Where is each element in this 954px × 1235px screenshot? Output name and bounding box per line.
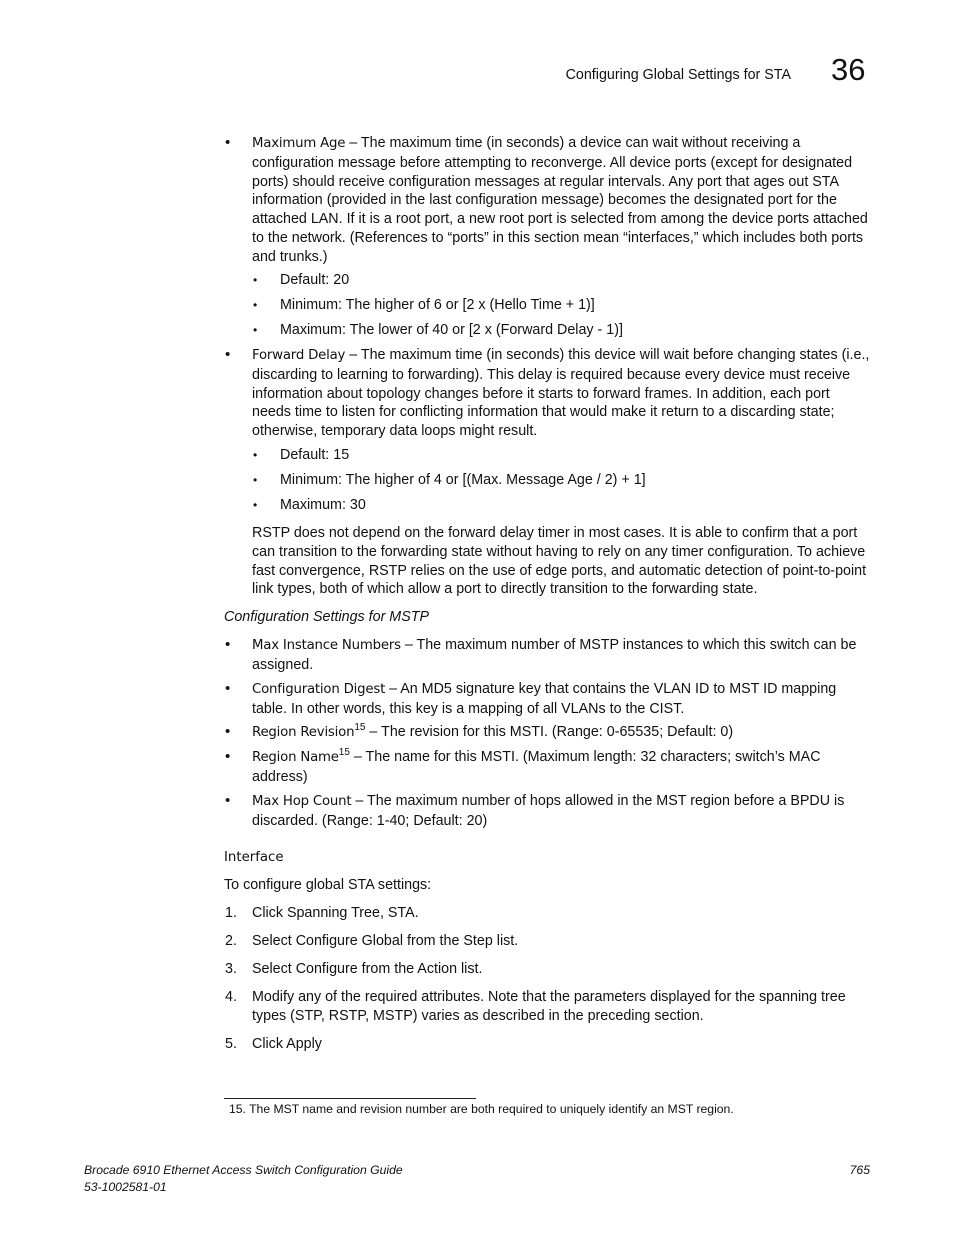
mstp-item-config-digest: • Configuration Digest – An MD5 signature key that contains the VLAN ID to MST ID mapping table. In other words, this key is a mapping of all VLANs to the CIST.	[225, 680, 837, 717]
bullet-icon: •	[253, 473, 258, 487]
rstp-note: RSTP does not depend on the forward delay timer in most cases. It is able to confirm that a port can transition to the forwarding state without having to rely on any timer configuration. To achieve fast convergence, RSTP relies on the use of edge ports, and automatic detection of point-to-point link types, both of which allow a port to directly transition to the forwarding state.	[252, 525, 867, 598]
step-5: 5. Click Apply	[225, 1036, 322, 1052]
max-age-description: – The maximum time (in seconds) a device can wait without receiving a configuration message before attempting to reconverge. All device ports (except for designated ports) should receive configuration messages at regular intervals. Any port that ages out STA information (provided in the last configuration message) becomes the designated port for the attached LAN. If it is a root port, a new root port is selected from among the device ports attached to the network. (References to “ports” in this section mean “interfaces,” which includes both ports and trunks.)	[252, 135, 868, 265]
max-age-bullet	[225, 134, 870, 267]
step-4: 4. Modify any of the required attributes. Note that the parameters displayed for the spanning tree types (STP, RSTP, MSTP) varies as described in the preceding section.	[225, 989, 846, 1024]
bullet-icon: •	[253, 498, 258, 512]
bullet-icon: •	[225, 723, 231, 740]
forward-delay-term: Forward Delay	[252, 348, 346, 363]
max-age-maximum: • Maximum: The lower of 40 or [2 x (Forward Delay - 1)]	[253, 322, 623, 338]
step-1: 1. Click Spanning Tree, STA.	[225, 905, 419, 921]
step-2: 2. Select Configure Global from the Step list.	[225, 933, 519, 949]
forward-delay-default: • Default: 15	[253, 447, 350, 463]
max-age-default: • Default: 20	[253, 272, 350, 288]
footer-page-number: 765	[849, 1163, 870, 1177]
footer-doc-title: Brocade 6910 Ethernet Access Switch Configuration Guide	[84, 1163, 403, 1177]
bullet-icon: •	[225, 680, 231, 697]
forward-delay-minimum: • Minimum: The higher of 4 or [(Max. Message Age / 2) + 1]	[253, 472, 646, 488]
mstp-item-region-revision: • Region Revision$^{15}$ – The revision for this MSTI. (Range: 0-65535; Default: 0)	[225, 722, 734, 740]
running-header-title: Configuring Global Settings for STA	[565, 67, 791, 83]
mstp-heading: Configuration Settings for MSTP	[224, 609, 430, 625]
mstp-item-max-hop: • Max Hop Count – The maximum number of hops allowed in the MST region before a BPDU is discarded. (Range: 1-40; Default: 20)	[225, 792, 845, 829]
chapter-number: 36	[831, 52, 866, 87]
bullet-icon: •	[225, 748, 231, 765]
max-age-minimum: • Minimum: The higher of 6 or [2 x (Hello Time + 1)]	[253, 297, 595, 313]
footnote-ref[interactable]: 15	[338, 747, 350, 758]
forward-delay-maximum: • Maximum: 30	[253, 497, 366, 513]
forward-delay-bullet	[225, 346, 870, 441]
footnote-ref[interactable]: 15	[354, 722, 366, 733]
footnote-divider	[224, 1098, 476, 1099]
bullet-icon: •	[253, 448, 258, 462]
interface-intro: To configure global STA settings:	[224, 877, 432, 893]
footnote-text: 15. The MST name and revision number are both required to uniquely identify an MST region.	[229, 1102, 734, 1116]
mstp-item-region-name: • Region Name$^{15}$ – The name for this MSTI. (Maximum length: 32 characters; switch’s MAC address)	[225, 747, 821, 785]
bullet-icon: •	[253, 323, 258, 337]
bullet-icon: •	[225, 792, 231, 809]
step-3: 3. Select Configure from the Action list.	[225, 961, 483, 977]
bullet-icon: •	[253, 273, 258, 287]
bullet-icon: •	[225, 134, 231, 151]
bullet-icon: •	[225, 346, 231, 363]
mstp-item-max-instance: • Max Instance Numbers – The maximum number of MSTP instances to which this switch can be assigned.	[225, 636, 857, 673]
footer-doc-number: 53-1002581-01	[84, 1180, 167, 1194]
bullet-icon: •	[225, 636, 231, 653]
interface-heading: Interface	[224, 850, 284, 865]
max-age-term: Maximum Age	[252, 136, 346, 151]
bullet-icon: •	[253, 298, 258, 312]
forward-delay-description: – The maximum time (in seconds) this device will wait before changing states (i.e., discarding to learning to forwarding). This delay is required because every device must receive information about topology changes before it starts to forward frames. In addition, each port needs time to listen for conflicting information that would make it return to a discarding state; otherwise, temporary data loops might result.	[252, 347, 870, 440]
